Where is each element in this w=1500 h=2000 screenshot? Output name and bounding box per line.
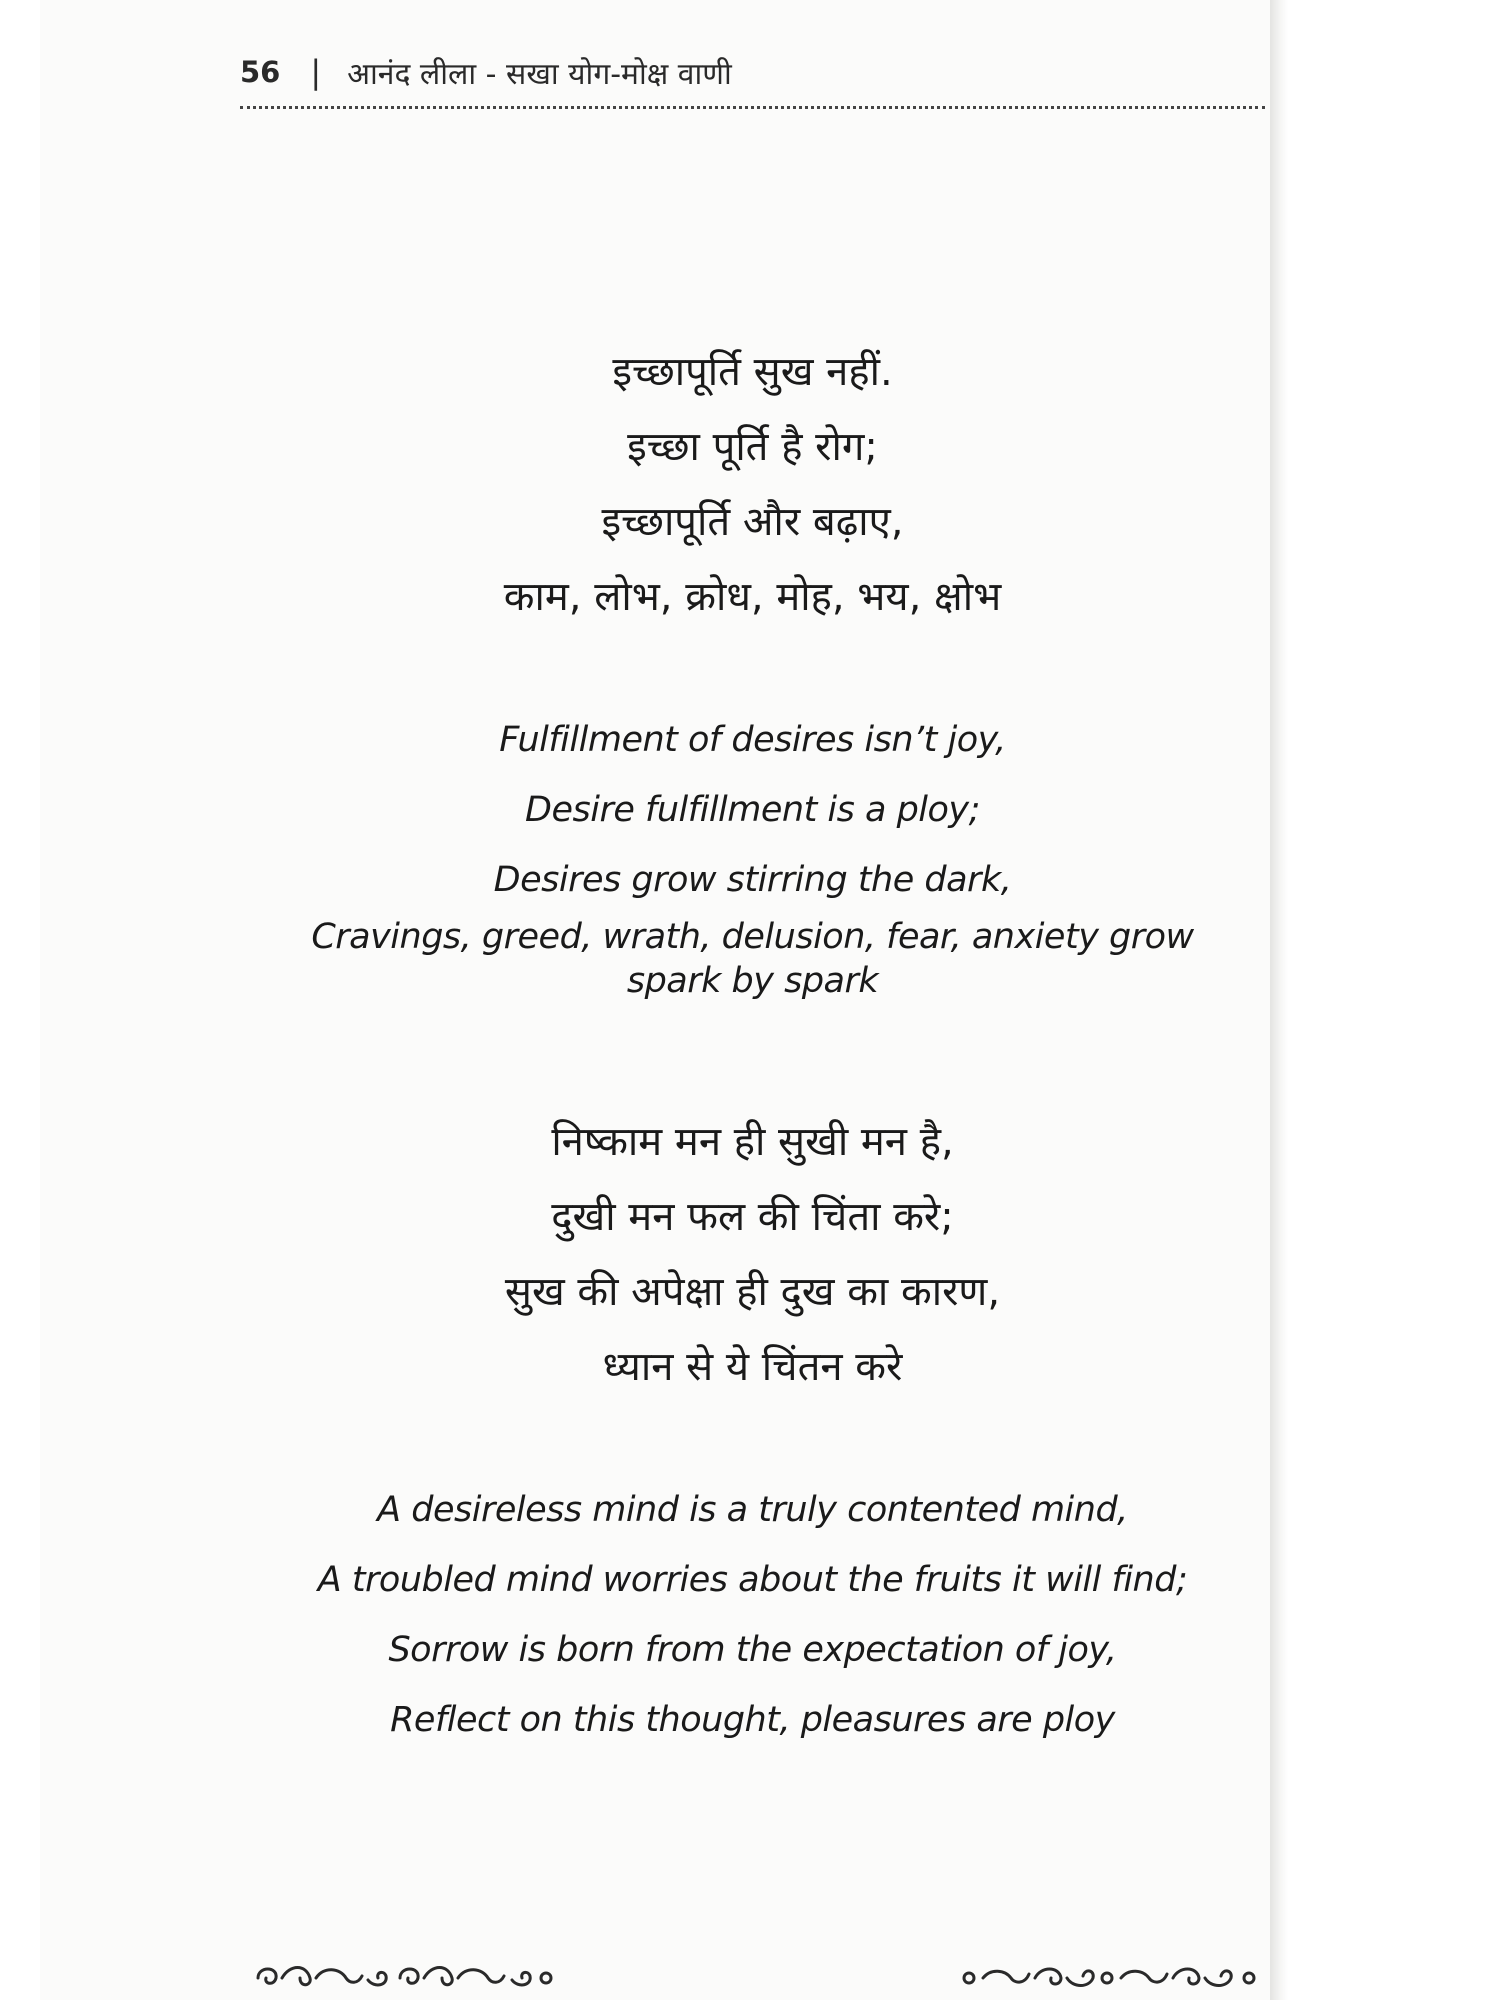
english-line: Fulfillment of desires isn’t joy, [499,720,1006,760]
hindi-stanza-1 [240,335,1265,635]
hindi-line: दुखी मन फल की चिंता करे; [551,1194,954,1240]
english-line: Desires grow stirring the dark, [493,860,1012,900]
english-line: Sorrow is born from the expectation of joy, [388,1630,1117,1670]
running-header [240,48,1265,96]
hindi-line: ध्यान से ये चिंतन करे [602,1344,903,1390]
hindi-line: इच्छापूर्ति और बढ़ाए, [601,499,904,545]
header-separator: | [310,53,322,91]
english-line: A troubled mind worries about the fruits it will find; [317,1560,1188,1600]
english-line: spark by spark [626,961,879,1001]
english-line: Reflect on this thought, pleasures are ploy [390,1700,1115,1740]
english-line: Desire fulfillment is a ploy; [525,790,980,830]
swirl-ornament-right-icon [955,1958,1265,1998]
hindi-line: इच्छा पूर्ति है रोग; [627,424,878,470]
english-line: Cravings, greed, wrath, delusion, fear, anxiety grow [311,917,1194,957]
english-stanza-2 [240,1475,1265,1755]
hindi-line: सुख की अपेक्षा ही दुख का कारण, [504,1269,1001,1315]
swirl-ornament-left-icon [250,1958,560,1998]
english-line: A desireless mind is a truly contented mind, [377,1490,1128,1530]
page-number: 56 [240,55,281,89]
dotted-header-rule [240,106,1265,109]
hindi-line: काम, लोभ, क्रोध, मोह, भय, क्षोभ [503,574,1002,620]
hindi-line: इच्छापूर्ति सुख नहीं. [612,349,893,395]
hindi-line: निष्काम मन ही सुखी मन है, [551,1119,954,1165]
page-edge-shadow [1270,0,1288,2000]
hindi-stanza-2 [240,1105,1265,1405]
english-stanza-1 [240,705,1265,1003]
book-title: आनंद लीला - सखा योग-मोक्ष वाणी [347,56,732,92]
